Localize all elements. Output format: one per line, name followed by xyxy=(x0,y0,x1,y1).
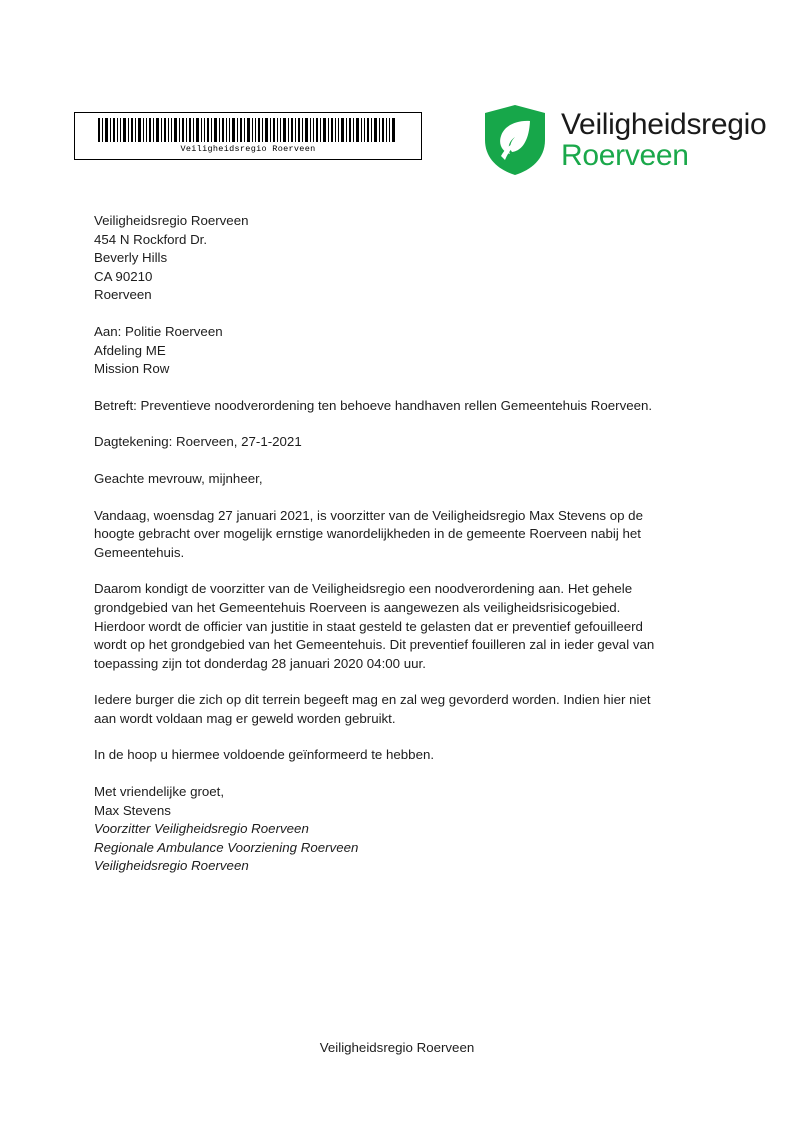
salutation: Geachte mevrouw, mijnheer, xyxy=(94,470,263,486)
sender-line-5: Roerveen xyxy=(94,287,152,303)
signature-block xyxy=(94,783,660,876)
recipient-line-3: Mission Row xyxy=(94,361,170,377)
paragraph-1: Vandaag, woensdag 27 januari 2021, is voorzitter van de Veiligheidsregio Max Stevens op de hoogte gebracht over mogelijk ernstige wanordelijkheden in de gemeente Roerveen nabij het Gemeentehuis. xyxy=(94,507,643,560)
sender-line-3: Beverly Hills xyxy=(94,250,168,266)
closing-greeting: Met vriendelijke groet, xyxy=(94,784,225,800)
recipient-line-1: Aan: Politie Roerveen xyxy=(94,323,223,339)
recipient-line-2: Afdeling ME xyxy=(94,342,166,358)
paragraph-3: Iedere burger die zich op dit terrein begeeft mag en zal weg gevorderd worden. Indien hier niet aan wordt voldaan mag er geweld worden gebruikt. xyxy=(94,692,651,726)
page-footer: Veiligheidsregio Roerveen xyxy=(319,1040,475,1055)
sender-line-2: 454 N Rockford Dr. xyxy=(94,231,208,247)
barcode-caption: Veiligheidsregio Roerveen xyxy=(180,144,316,154)
paragraph-4: In de hoop u hiermee voldoende geïnformeerd te hebben. xyxy=(94,747,435,763)
sender-address xyxy=(94,212,660,305)
signer-title-2: Regionale Ambulance Voorziening Roerveen xyxy=(94,839,359,855)
recipient-address xyxy=(94,323,660,379)
organisation-logo xyxy=(483,104,766,176)
barcode-image xyxy=(98,118,398,142)
letter-header xyxy=(0,96,794,188)
logo-wordmark xyxy=(561,107,767,172)
paragraph-2: Daarom kondigt de voorzitter van de Veiligheidsregio een noodverordening aan. Het gehele grondgebied van het Gemeentehuis Roerveen is aangewezen als veiligheidsrisicogebied. Hierdoor wordt de officier van justitie in staat gesteld te gelasten dat er preventief gefouilleerd wordt op het grondgebied van het Gemeentehuis. Dit preventief fouilleren zal in ieder geval van toepassing zijn tot donderdag 28 januari 2020 04:00 uur. xyxy=(94,581,655,671)
subject-line: Betreft: Preventieve noodverordening ten behoeve handhaven rellen Gemeentehuis Roerveen. xyxy=(94,397,653,413)
barcode-block xyxy=(74,112,422,160)
sender-line-1: Veiligheidsregio Roerveen xyxy=(94,213,249,228)
dateline: Dagtekening: Roerveen, 27-1-2021 xyxy=(94,434,302,450)
shield-leaf-icon xyxy=(483,104,547,176)
signer-name: Max Stevens xyxy=(94,802,171,818)
signer-title-3: Veiligheidsregio Roerveen xyxy=(94,858,249,874)
logo-line-1: Veiligheidsregio xyxy=(561,107,767,141)
logo-line-2: Roerveen xyxy=(561,138,689,172)
sender-line-4: CA 90210 xyxy=(94,268,153,284)
signer-title-1: Voorzitter Veiligheidsregio Roerveen xyxy=(94,821,309,837)
letter-body xyxy=(94,212,660,894)
